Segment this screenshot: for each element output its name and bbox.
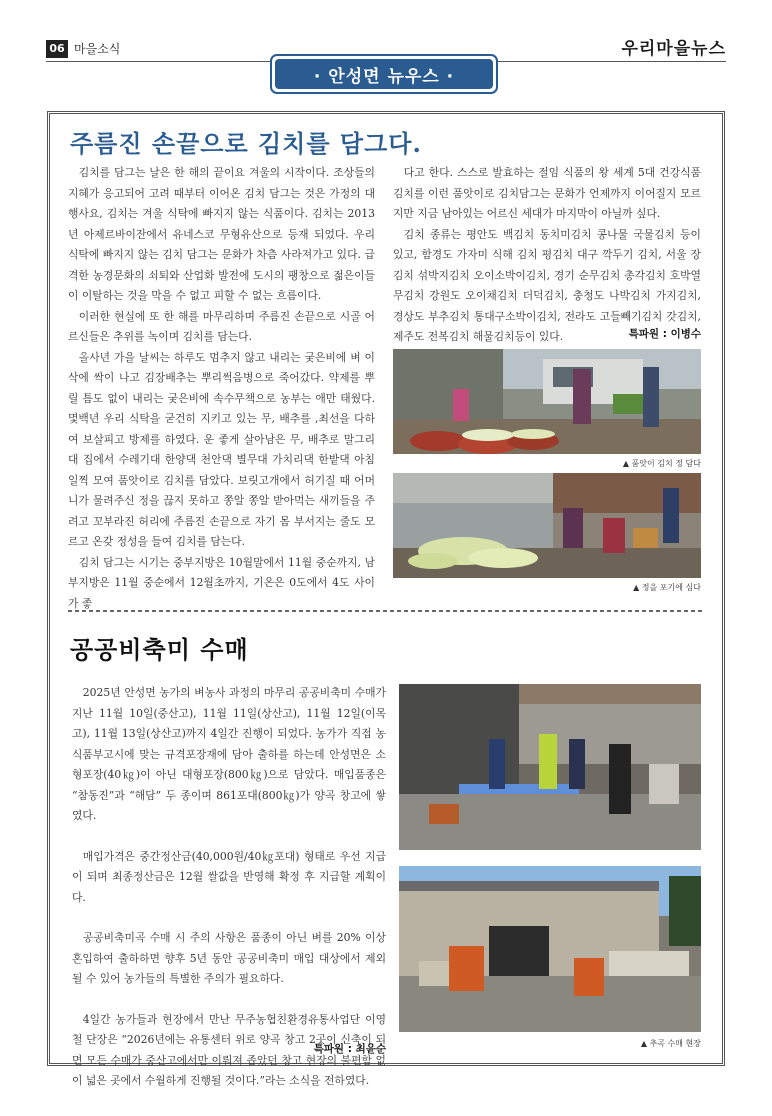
newspaper-logo: 우리마을뉴스 <box>621 39 726 59</box>
section-label: 마을소식 <box>74 42 121 56</box>
article1-left-column <box>68 163 375 614</box>
photo2-caption: ▲ 정을 포기에 심다 <box>633 583 701 592</box>
article2-paragraph: 매입가격은 중간정산금(40,000원/40㎏포대) 형태로 우선 지급이 되며 최종정산금은 12월 쌀값을 반영해 확정 후 지급할 계획이다. <box>72 849 386 904</box>
article1-byline: 특파원 : 이병수 <box>628 328 701 340</box>
kimchi-photo-2 <box>393 473 701 578</box>
rice-purchase-photo-2 <box>399 866 701 1032</box>
photo3-caption: ▲ 추곡 수매 현장 <box>640 1039 701 1048</box>
photo1-caption: ▲ 품앗이 김치 정 담다 <box>622 459 701 468</box>
article-divider <box>68 610 704 612</box>
article2-paragraph: 4일간 농가들과 현장에서 만난 무주농협친환경유통사업단 이영철 단장은 “2026년에는 유통센터 위로 양곡 창고 2곳이 신축이 되면 모든 수매가 중산고에서만 이뤄져 좁았던 창고 현장의 불편함 없이 넓은 곳에서 수월하게 진행될 것이다.”라는 소식을 전하였다. <box>72 1012 386 1087</box>
article2-paragraph: 2025년 안성면 농가의 벼농사 과정의 마무리 공공비축미 수매가 지난 11월 10일(중산고), 11월 11일(상산고), 11월 12일(이목고), 11월 13일(상산고)까지 4일간 진행이 되었다. 농가가 직접 농식품부고시에 맞는 규격포장재에 담아 출하를 하는데 안성면은 소형포장(40㎏)이 아닌 대형포장(800㎏)으로 담았다. 매입품종은 “참동진”과 “해담” 두 종이며 861포대(800㎏)가 양곡 창고에 쌓였다. <box>72 686 386 822</box>
article2-byline: 특파원 : 최윤순 <box>313 1043 386 1055</box>
article2-paragraph: 공공비축미곡 수매 시 주의 사항은 품종이 아닌 벼를 20% 이상 혼입하여 출하하면 향후 5년 동안 공공비축미 매입 대상에서 제외될 수 있어 농가들의 특별한 주의가 필요하다. <box>72 931 386 985</box>
article1-paragraph: 김치를 담그는 날은 한 해의 끝이요 겨울의 시작이다. 조상들의 지혜가 응고되어 고려 때부터 이어온 김치 담그는 것은 가정의 대행사요, 김치는 겨울 식탁에 빠지지 않는 식품이다. 김치는 2013년 아제르바이잔에서 유네스코 무형유산으로 등재 되었다. 우리 식탁에 빠지지 않는 김치 담그는 문화가 차츰 사라져가고 있다. 급격한 농경문화의 쇠퇴와 산업화 발전에 도시의 팽창으로 젊은이들이 이탈하는 것을 막을 수 없고 피할 수 없는 흐름이다. <box>68 166 375 302</box>
article1-paragraph: 다고 한다. 스스로 발효하는 절임 식품의 왕 세계 5대 건강식품 김치를 이런 품앗이로 김치담그는 문화가 언제까지 이어질지 모르지만 지금 남아있는 어르신 세대가 마지막이 아닐까 싶다. <box>393 166 701 220</box>
article1-right-column <box>393 163 701 348</box>
article2-title: 공공비축미 수매 <box>70 635 249 664</box>
section-banner <box>270 54 498 94</box>
banner-title: · 안성면 뉴우스 · <box>275 59 493 89</box>
page-number: 06 <box>46 40 68 58</box>
article2-column <box>72 683 386 1092</box>
kimchi-photo-1 <box>393 349 701 454</box>
rice-purchase-photo-1 <box>399 684 701 850</box>
article1-paragraph: 이러한 현실에 또 한 해를 마무리하며 주름진 손끝으로 시골 어르신들은 추위를 녹이며 김치를 담는다. <box>68 309 375 343</box>
article1-title: 주름진 손끝으로 김치를 담그다. <box>70 129 422 158</box>
article1-paragraph: 김치 담그는 시기는 중부지방은 10월말에서 11월 중순까지, 남부지방은 11월 중순에서 12월초까지, 기온은 0도에서 4도 사이가 좋 <box>68 555 375 610</box>
article1-paragraph: 올사년 가을 날씨는 하루도 멈추지 않고 내리는 궂은비에 벼 이삭에 싹이 나고 김장배추는 뿌리썩음병으로 죽어갔다. 약제를 뿌릴 틈도 없이 내리는 궂은비에 속수무책으로 농부는 애만 태웠다. 몇백년 우리 식탁을 굳건히 지키고 있는 무, 배추를 ,최선을 다하여 보살피고 방제를 하였다. 운 좋게 살아남은 무, 배추로 말그리대 집에서 수레기대 한양댁 천안댁 별무대 가치리댁 한밭댁 아침 일찍 모여 품앗이로 김치를 담았다. 보릿고개에서 허기질 때 어머니가 물려주신 정을 끊지 못하고 쫑알 쫑알 받아먹는 새끼들을 주려고 꼬부라진 허리에 주름진 손끝으로 자기 몸 부서지는 줄도 모르고 온갖 정성을 들여 김치를 담는다. <box>68 350 375 548</box>
article1-paragraph: 김치 종류는 평안도 백김치 동치미김치 콩나물 국물김치 등이 있고, 함경도 가자미 식해 김치 평김치 대구 깍두기 김치, 서울 장김치 섞박지김치 오이소박이김치, 경기 순무김치 총각김치 호박열무김치 강원도 오이채김치 더덕김치, 충청도 나박김치 가지김치, 경상도 부추김치 통대구소박이김치, 전라도 고들빼기김치 갓김치, 제주도 전복김치 해물김치등이 있다. <box>393 227 701 343</box>
